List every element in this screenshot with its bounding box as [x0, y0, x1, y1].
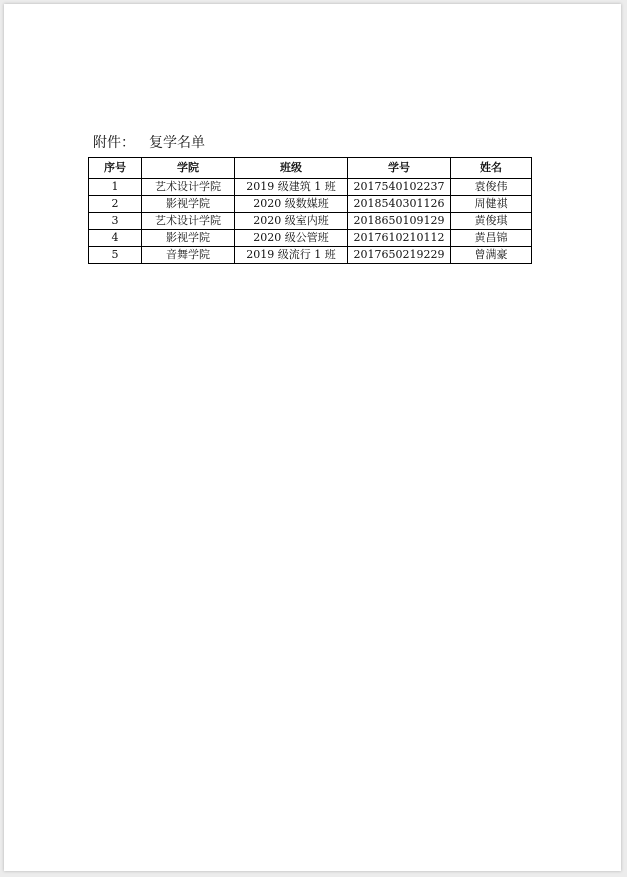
- cell-no: 5: [89, 247, 142, 264]
- table-row: [89, 179, 532, 196]
- readmission-table: [88, 157, 532, 264]
- cell-student-id: 2018650109129: [348, 213, 451, 230]
- header-no: 序号: [89, 158, 142, 179]
- cell-no: 4: [89, 230, 142, 247]
- attachment-heading: [93, 132, 205, 152]
- table-row: [89, 247, 532, 264]
- cell-class: 2020 级公管班: [235, 230, 348, 247]
- cell-name: 黄俊琪: [451, 213, 532, 230]
- header-name: 姓名: [451, 158, 532, 179]
- cell-student-id: 2017540102237: [348, 179, 451, 196]
- cell-student-id: 2017650219229: [348, 247, 451, 264]
- cell-college: 影视学院: [142, 230, 235, 247]
- header-student-id: 学号: [348, 158, 451, 179]
- cell-student-id: 2017610210112: [348, 230, 451, 247]
- table-row: [89, 230, 532, 247]
- cell-college: 影视学院: [142, 196, 235, 213]
- cell-college: 音舞学院: [142, 247, 235, 264]
- table-row: [89, 213, 532, 230]
- header-class: 班级: [235, 158, 348, 179]
- header-college: 学院: [142, 158, 235, 179]
- cell-college: 艺术设计学院: [142, 179, 235, 196]
- cell-college: 艺术设计学院: [142, 213, 235, 230]
- cell-class: 2019 级流行 1 班: [235, 247, 348, 264]
- attachment-label: 附件：: [93, 135, 135, 151]
- cell-name: 黄昌锦: [451, 230, 532, 247]
- attachment-title: 复学名单: [149, 135, 205, 151]
- cell-no: 1: [89, 179, 142, 196]
- cell-student-id: 2018540301126: [348, 196, 451, 213]
- cell-no: 2: [89, 196, 142, 213]
- cell-no: 3: [89, 213, 142, 230]
- cell-class: 2019 级建筑 1 班: [235, 179, 348, 196]
- table-header-row: [89, 158, 532, 179]
- cell-name: 周健祺: [451, 196, 532, 213]
- cell-class: 2020 级数媒班: [235, 196, 348, 213]
- cell-name: 曾满豪: [451, 247, 532, 264]
- cell-class: 2020 级室内班: [235, 213, 348, 230]
- table-row: [89, 196, 532, 213]
- cell-name: 袁俊伟: [451, 179, 532, 196]
- document-page: [4, 4, 621, 871]
